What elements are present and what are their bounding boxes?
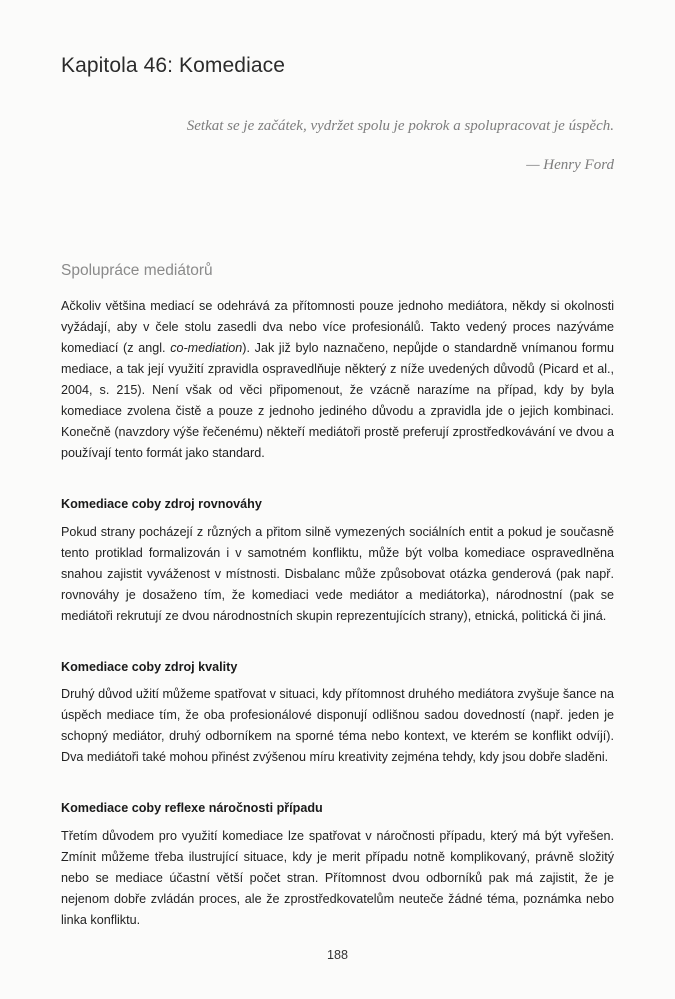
paragraph-balance: Pokud strany pocházejí z různých a přitom silně vymezených sociálních entit a pokud je současně tento protiklad formalizován i v samotném konfliktu, může být volba komediace ospravedlněna snahou zajistit vyváženost v místnosti. Disbalanc může způsobovat otázka genderová (pak např. rovnováhy je dosaženo tím, že komediaci vede mediátor a mediátorka), národnostní (pak se mediátoři rekrutují ze dvou národnostních skupin reprezentujících strany), etnická, politická či jiná. [61, 525, 614, 624]
intro-text-start: Ačkoliv většina mediací se odehrává za přítomnosti pouze jednoho mediátora, někdy si okolnosti vyžádají, aby v čele stolu zasedli dva nebo více profesionálů. Takto vedený proces nazýváme komediací (z angl. [61, 299, 614, 356]
intro-paragraph [61, 296, 614, 464]
paragraph-quality: Druhý důvod užití můžeme spatřovat v situaci, kdy přítomnost druhého mediátora zvyšuje šance na úspěch mediace tím, že oba profesionálové disponují odlišnou sadou dovedností (např. jeden je schopný mediátor, druhý odborníkem na sporné téma nebo kontext, ve kterém se konflikt odvíjí). Dva mediátoři také mohou přinést zvýšenou míru kreativity zejména tehdy, kdy jsou dobře sladěni. [61, 687, 614, 765]
intro-term-emphasis: co-mediation [170, 341, 243, 356]
epigraph-author: — Henry Ford [526, 157, 614, 173]
page-number: 188 [326, 948, 348, 962]
subheading-complexity: Komediace coby reflexe náročnosti případu [61, 801, 323, 815]
subheading-quality: Komediace coby zdroj kvality [61, 660, 238, 674]
paragraph-complexity: Třetím důvodem pro využití komediace lze spatřovat v náročnosti případu, který má být vyřešen. Zmínit můžeme třeba ilustrující situace, kdy je merit případu notně komplikovaný, právně složitý nebo se mediace účastní větší počet stran. Přítomnost dvou odborníků pak má zajistit, že je nejenom dobře zvládán proces, ale že zprostředkovatelům neuteče žádné téma, poznámka nebo linka konfliktu. [61, 829, 614, 928]
epigraph-quote: Setkat se je začátek, vydržet spolu je pokrok a spolupracovat je úspěch. [186, 118, 614, 134]
chapter-title: Kapitola 46: Komediace [61, 54, 286, 77]
section-title: Spolupráce mediátorů [61, 262, 213, 279]
intro-text-end: ). Jak již bylo naznačeno, nepůjde o standardně vnímanou formu mediace, a tak její využití zpravidla ospravedlňuje některý z níže uvedených důvodů (Picard et al., 2004, s. 215). Není však od věci připomenout, že vzácně narazíme na případ, kdy by byla komediace zvolena čistě a pouze z jednoho jediného důvodu a zpravidla jde o jejich kombinaci. Konečně (navzdory výše řečenému) někteří mediátoři prostě preferují zprostředkovávání ve dvou a používají tento formát jako standard. [61, 341, 614, 461]
subheading-balance: Komediace coby zdroj rovnováhy [61, 497, 262, 511]
